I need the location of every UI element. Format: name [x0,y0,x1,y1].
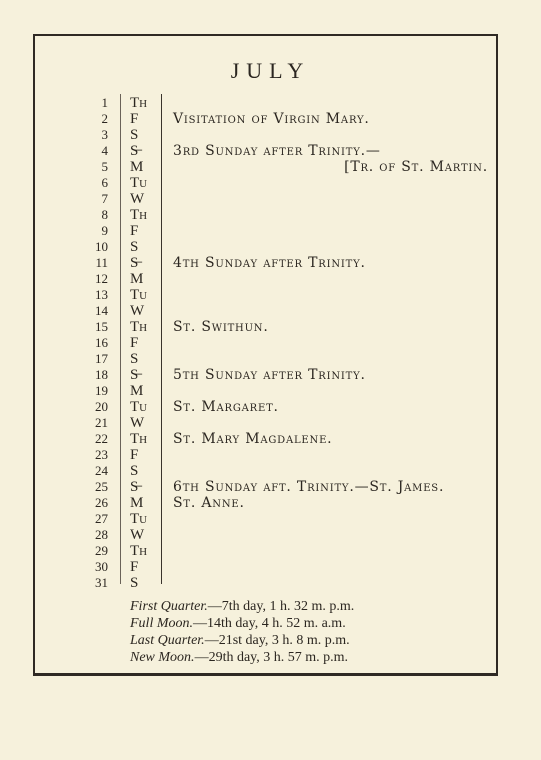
weekday: S [130,575,139,591]
day-number: 27 [95,511,108,526]
month-title: JULY [230,58,311,83]
festival-25: 6th Sunday aft. Trinity.—St. James. [173,479,445,495]
day-number: 7 [101,191,108,206]
weekday: Th [130,207,148,223]
weekday: Th [130,95,148,111]
day-number: 5 [101,159,108,174]
moon-first-quarter [130,598,354,615]
day-number: 3 [101,127,108,142]
day-number: 2 [101,111,108,126]
weekday: Th [130,431,148,447]
festival-18: 5th Sunday after Trinity. [173,367,366,383]
festival-15: St. Swithun. [173,319,269,335]
weekday: Th [130,543,148,559]
day-number: 20 [95,399,108,414]
weekday: S̶ [130,255,139,271]
moon-last-label: Last Quarter. [130,633,205,648]
day-number: 21 [95,415,108,430]
weekday: S [130,351,139,367]
festival-11: 4th Sunday after Trinity. [173,255,366,271]
weekday: W [130,303,145,319]
day-number: 30 [95,559,108,574]
weekday: S̶ [130,143,139,159]
day-number: 17 [95,351,108,366]
day-number: 19 [95,383,108,398]
moon-last-quarter [130,632,350,649]
weekday: Tu [130,287,148,303]
day-number: 8 [101,207,108,222]
weekday: W [130,415,145,431]
weekday: Tu [130,175,148,191]
weekday: Th [130,319,148,335]
day-number: 18 [95,367,108,382]
moon-full-label: Full Moon. [130,616,193,631]
moon-new-label: New Moon. [130,650,195,665]
moon-full [130,615,346,632]
festival-26: St. Anne. [173,495,245,511]
moon-first-text: —7th day, 1 h. 32 m. p.m. [207,599,355,614]
festival-20: St. Margaret. [173,399,279,415]
weekday: W [130,527,145,543]
weekday: S [130,239,139,255]
day-number: 25 [95,479,108,494]
day-number: 1 [101,95,108,110]
day-number: 15 [95,319,108,334]
day-number: 12 [95,271,108,286]
weekday: F [130,335,139,351]
weekday: F [130,223,139,239]
day-number: 10 [95,239,108,254]
day-number: 13 [95,287,108,302]
weekday: S [130,463,139,479]
festival-2: Visitation of Virgin Mary. [173,111,370,127]
day-number: 11 [95,255,108,270]
day-number: 31 [95,575,108,590]
weekday: W [130,191,145,207]
weekday: S [130,127,139,143]
moon-first-label: First Quarter. [130,599,208,614]
moon-full-text: —14th day, 4 h. 52 m. a.m. [193,616,346,631]
day-number: 24 [95,463,108,478]
day-number: 4 [101,143,108,158]
day-number: 23 [95,447,108,462]
weekday: S̶ [130,479,139,495]
day-number: 29 [95,543,108,558]
moon-new-text: —29th day, 3 h. 57 m. p.m. [194,650,349,665]
day-number: 16 [95,335,108,350]
weekday: M [130,159,144,175]
day-number: 22 [95,431,108,446]
festival-5: [Tr. of St. Martin. [344,159,488,175]
column-divider-right [161,94,162,584]
column-divider-left [120,94,121,584]
weekday: F [130,111,139,127]
day-number: 14 [95,303,108,318]
weekday: F [130,447,139,463]
day-number: 9 [101,223,108,238]
weekday: S̶ [130,367,139,383]
weekday: M [130,271,144,287]
festival-22: St. Mary Magdalene. [173,431,333,447]
moon-last-text: —21st day, 3 h. 8 m. p.m. [204,633,350,648]
weekday: Tu [130,399,148,415]
day-number: 28 [95,527,108,542]
weekday: M [130,495,144,511]
day-number: 26 [95,495,108,510]
weekday: Tu [130,511,148,527]
festival-4: 3rd Sunday after Trinity.— [173,143,381,159]
weekday: M [130,383,144,399]
moon-new [130,649,348,666]
day-number: 6 [101,175,108,190]
weekday: F [130,559,139,575]
